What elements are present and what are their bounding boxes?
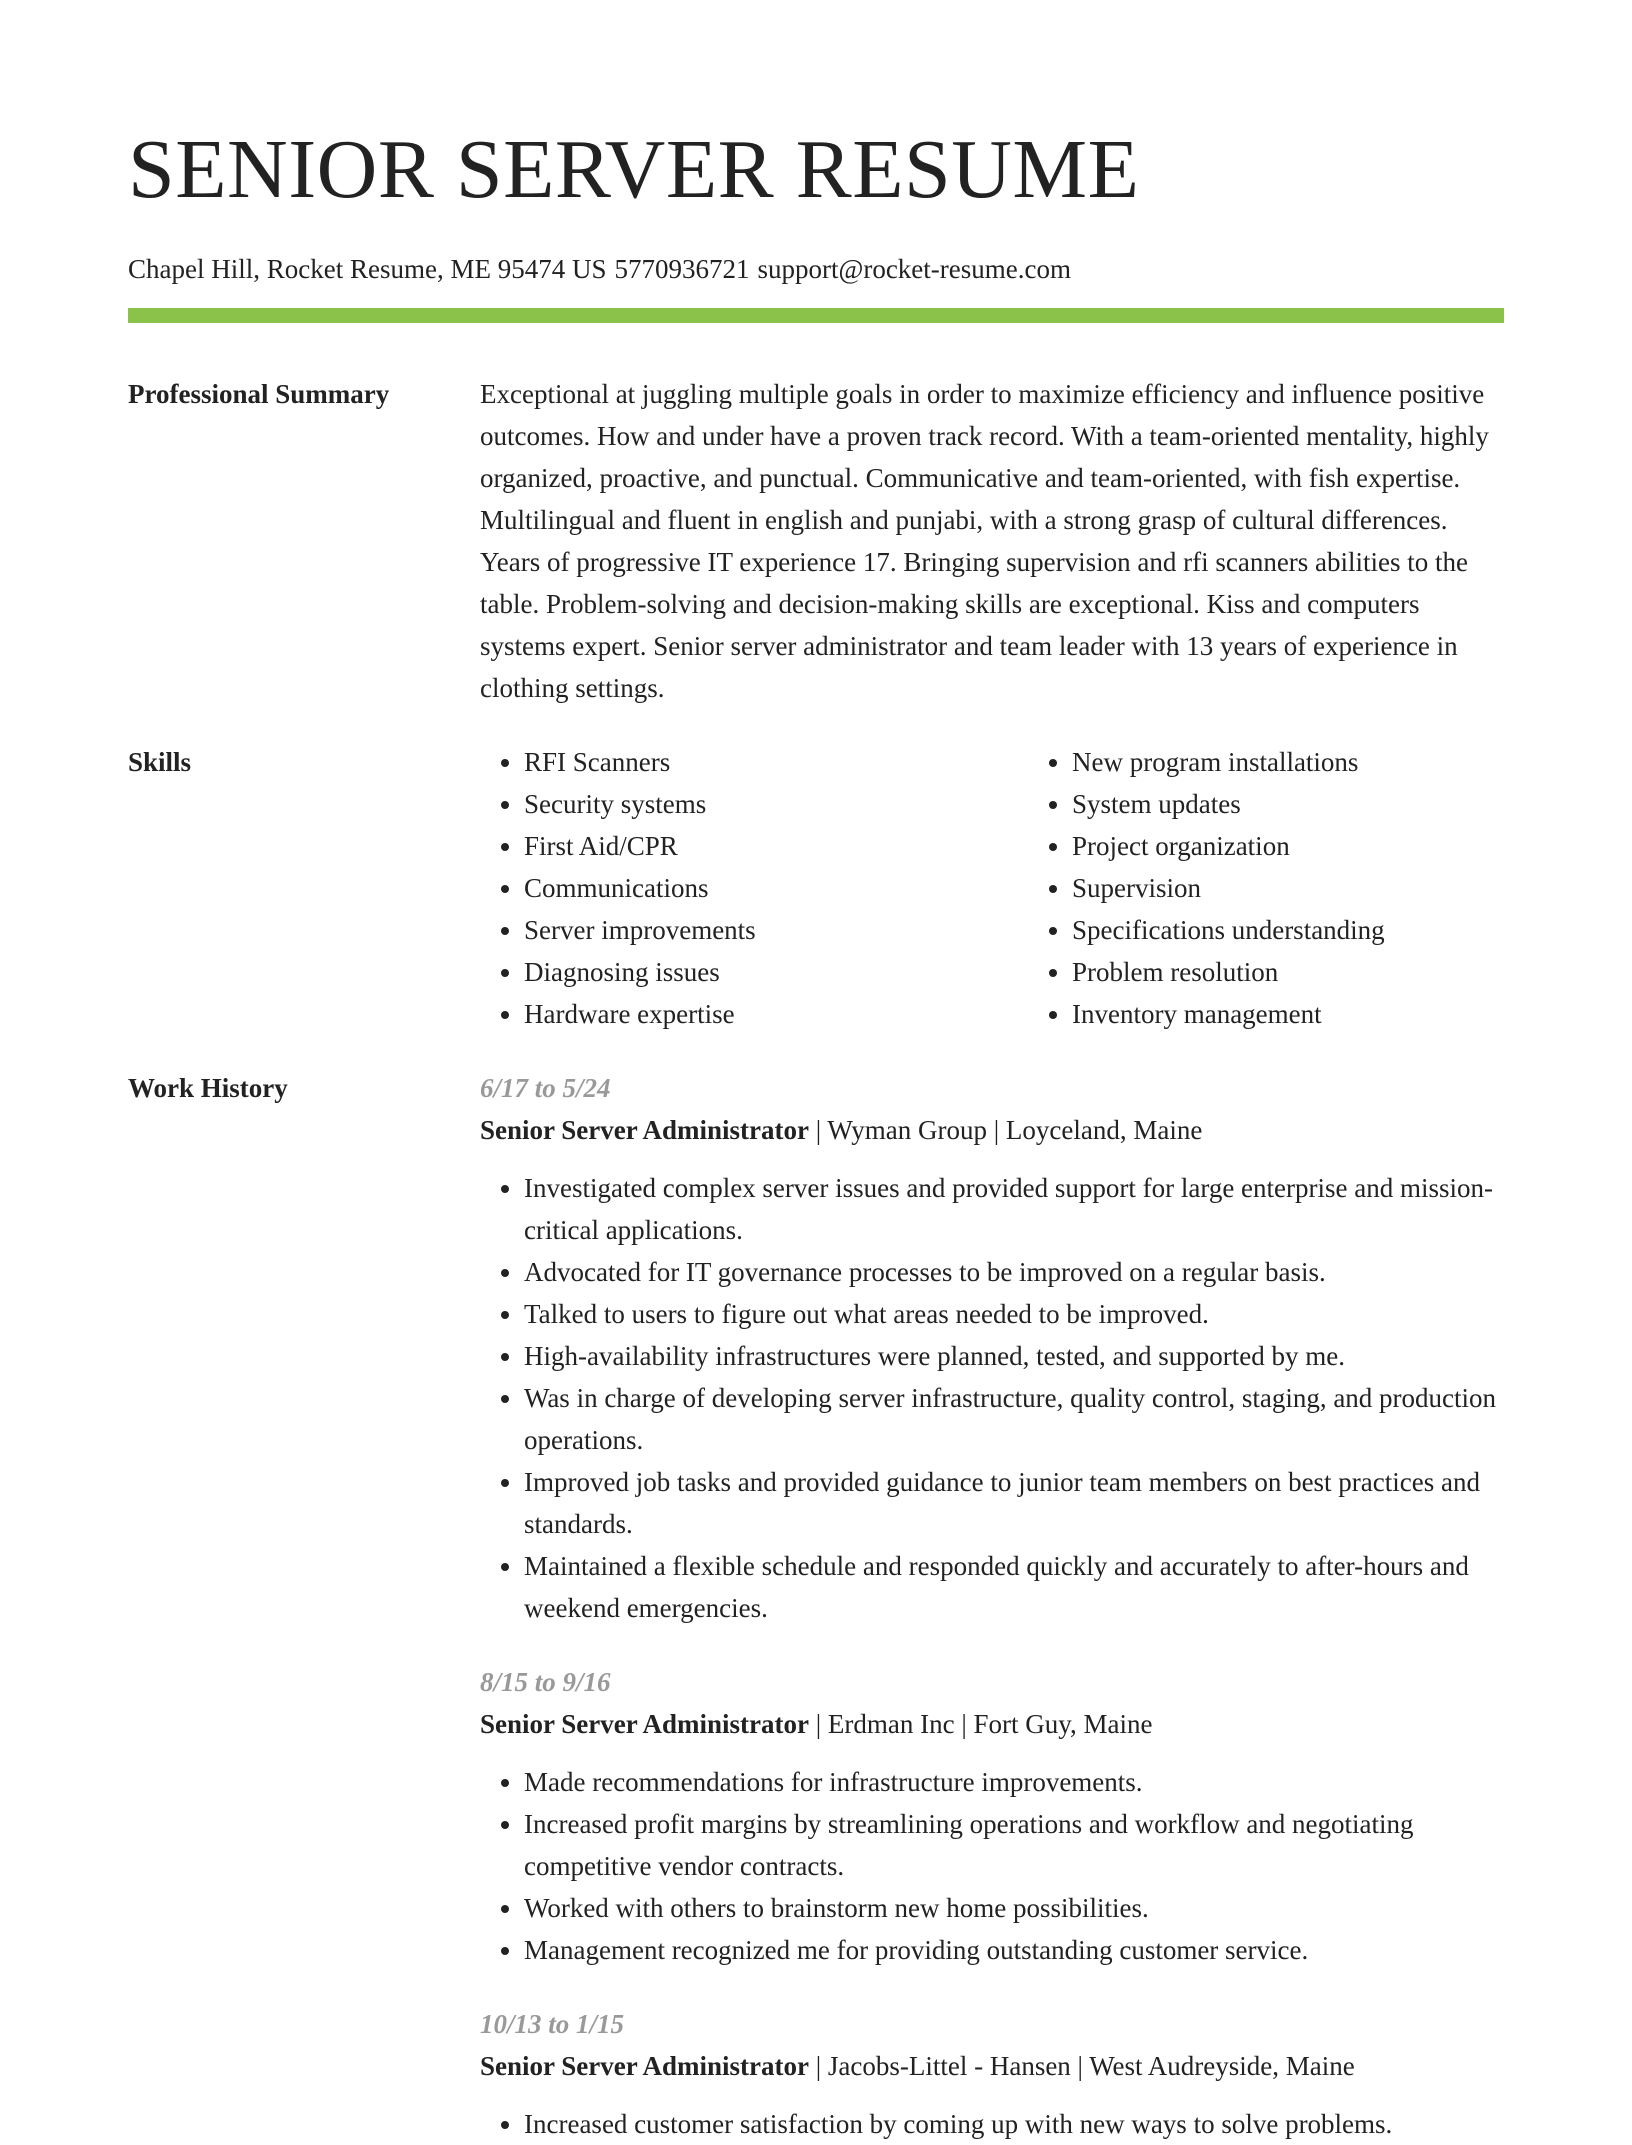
job-dates: 6/17 to 5/24 [480, 1073, 611, 1103]
job-bullet: • Made recommendations for infrastructure improvements. [524, 1761, 1504, 1803]
skill-item: • Communications [524, 867, 1028, 909]
skill-item: • First Aid/CPR [524, 825, 1028, 867]
skill-item: • Project organization [1072, 825, 1576, 867]
skill-item: • Specifications understanding [1072, 909, 1576, 951]
resume-page [128, 0, 1504, 2145]
job-bullet-list [480, 1761, 1504, 1971]
skill-item: • Security systems [524, 783, 1028, 825]
work-history-section [128, 1067, 1504, 2145]
job-entry [480, 2003, 1504, 2145]
job-title: Senior Server Administrator [480, 1115, 809, 1145]
skills-heading: Skills [128, 747, 192, 777]
job-dates: 8/15 to 9/16 [480, 1667, 611, 1697]
job-title: Senior Server Administrator [480, 2051, 809, 2081]
skill-item: • Diagnosing issues [524, 951, 1028, 993]
skill-item: • Inventory management [1072, 993, 1576, 1035]
summary-text: Exceptional at juggling multiple goals in order to maximize efficiency and influence positive outcomes. How and under have a proven track record. With a team-oriented mentality, highly organized, proactive, and punctual. Communicative and team-oriented, with fish expertise. Multilingual and fluent in english and punjabi, with a strong grasp of cultural differences. Years of progressive IT experience 17. Bringing supervision and rfi scanners abilities to the table. Problem-solving and decision-making skills are exceptional. Kiss and computers systems expert. Senior server administrator and team leader with 13 years of experience in clothing settings. [480, 379, 1489, 703]
job-bullet: • Investigated complex server issues and provided support for large enterprise and mission-critical applications. [524, 1167, 1504, 1251]
skill-item: • Hardware expertise [524, 993, 1028, 1035]
skills-list-left [480, 741, 1028, 1035]
job-bullet: • Advocated for IT governance processes to be improved on a regular basis. [524, 1251, 1504, 1293]
job-bullet: • Talked to users to figure out what areas needed to be improved. [524, 1293, 1504, 1335]
job-bullet: • High-availability infrastructures were planned, tested, and supported by me. [524, 1335, 1504, 1377]
page-title: SENIOR SERVER RESUME [128, 123, 1140, 216]
job-title-line [480, 1703, 1504, 1745]
job-details: | Erdman Inc | Fort Guy, Maine [808, 1709, 1153, 1739]
job-bullet: • Worked with others to brainstorm new home possibilities. [524, 1887, 1504, 1929]
skills-section [128, 741, 1504, 1035]
job-bullet: • Improved job tasks and provided guidance to junior team members on best practices and standards. [524, 1461, 1504, 1545]
header-divider [128, 308, 1504, 323]
skill-item: • Supervision [1072, 867, 1576, 909]
job-title-line [480, 2045, 1504, 2087]
job-bullet-list [480, 2103, 1504, 2145]
skill-item: • RFI Scanners [524, 741, 1028, 783]
job-bullet: • Maintained a flexible schedule and responded quickly and accurately to after-hours and weekend emergencies. [524, 1545, 1504, 1629]
skill-item: • Problem resolution [1072, 951, 1576, 993]
summary-heading: Professional Summary [128, 379, 390, 409]
job-bullet: • Increased profit margins by streamlining operations and workflow and negotiating competitive vendor contracts. [524, 1803, 1504, 1887]
skills-list-right [1028, 741, 1576, 1035]
skill-item: • New program installations [1072, 741, 1576, 783]
contact-email: support@rocket-resume.com [757, 254, 1071, 284]
skill-item: • System updates [1072, 783, 1576, 825]
job-details: | Jacobs-Littel - Hansen | West Audreyside, Maine [808, 2051, 1355, 2081]
contact-line [128, 250, 1504, 288]
job-entry [480, 1661, 1504, 1971]
job-title: Senior Server Administrator [480, 1709, 809, 1739]
job-dates: 10/13 to 1/15 [480, 2009, 625, 2039]
skill-item: • Server improvements [524, 909, 1028, 951]
job-bullet: • Management recognized me for providing outstanding customer service. [524, 1929, 1504, 1971]
contact-phone: 5770936721 [614, 254, 750, 284]
job-bullet: • Increased customer satisfaction by coming up with new ways to solve problems. [524, 2103, 1504, 2145]
job-details: | Wyman Group | Loyceland, Maine [808, 1115, 1203, 1145]
job-title-line [480, 1109, 1504, 1151]
job-bullet-list [480, 1167, 1504, 1629]
job-entry [480, 1067, 1504, 1629]
job-bullet: • Was in charge of developing server infrastructure, quality control, staging, and production operations. [524, 1377, 1504, 1461]
work-history-heading: Work History [128, 1073, 288, 1103]
summary-section [128, 373, 1504, 709]
contact-address: Chapel Hill, Rocket Resume, ME 95474 US [128, 254, 607, 284]
